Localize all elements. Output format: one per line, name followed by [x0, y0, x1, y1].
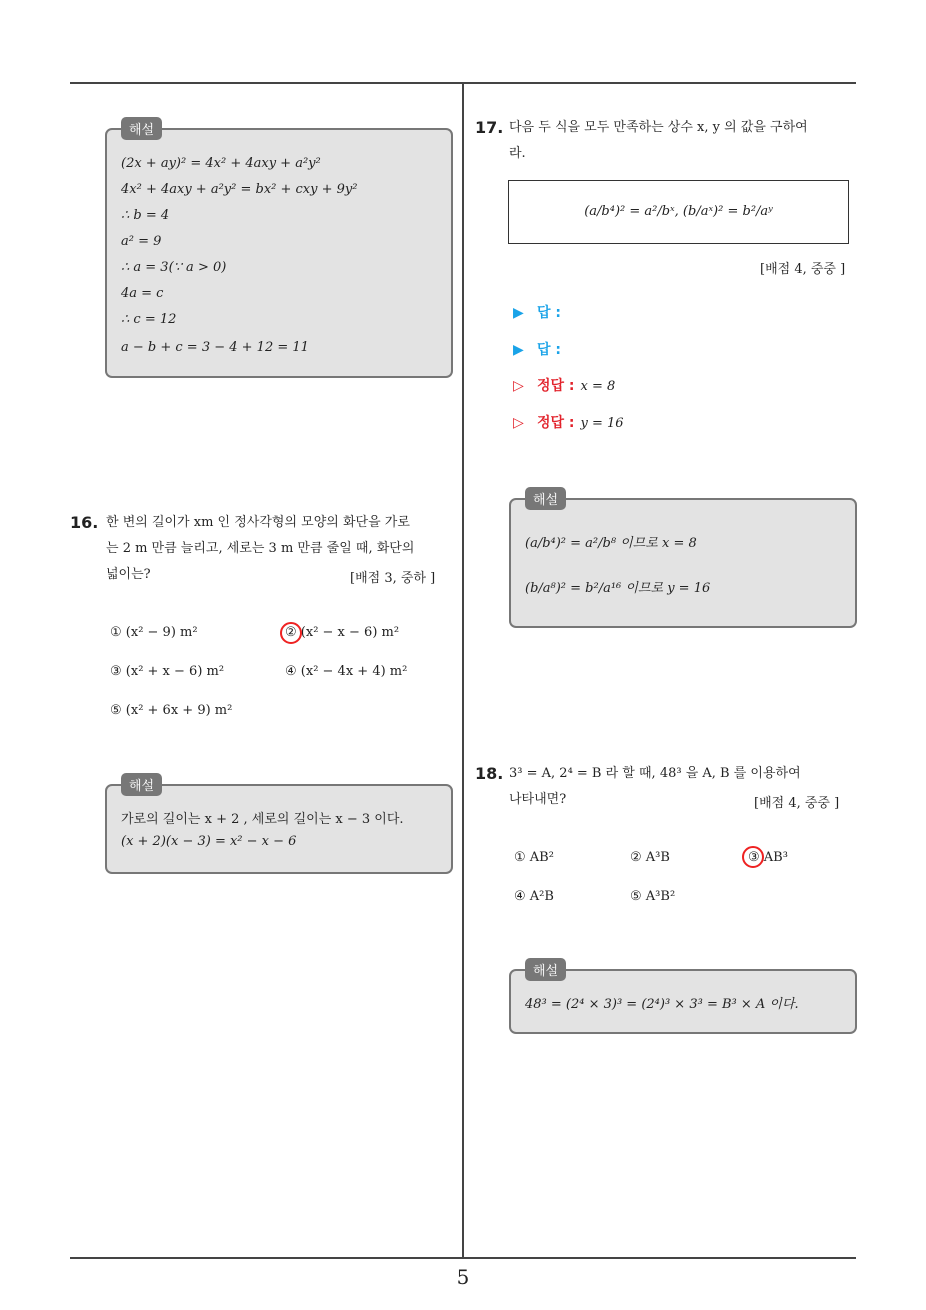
solution-line: 4x² + 4axy + a²y² = bx² + cxy + 9y²	[121, 182, 358, 197]
solution-box-15	[105, 123, 453, 378]
question-line: 는 2 m 만큼 늘리고, 세로는 3 m 만큼 줄일 때, 화단의	[106, 541, 415, 556]
solution-line: ∴ c = 12	[121, 312, 177, 327]
answer-label: 답 :	[537, 342, 561, 358]
correct-answer-row	[513, 375, 615, 395]
solution-box-17	[509, 493, 857, 628]
solution-box-16	[105, 779, 453, 874]
solution-line: a² = 9	[121, 234, 162, 249]
question-line: 넓이는?	[106, 567, 151, 582]
play-triangle-icon: ▶	[513, 342, 524, 358]
choice-2[interactable]: ② (x² − x − 6) m²	[285, 625, 400, 640]
question-text-17	[509, 115, 808, 167]
solution-tag: 해설	[121, 773, 162, 796]
points-18: [배점 4, 중중 ]	[754, 796, 840, 811]
question-line: 라.	[509, 146, 526, 161]
solution-line: ∴ b = 4	[121, 208, 170, 223]
choice-5[interactable]: ⑤ (x² + 6x + 9) m²	[110, 703, 233, 718]
choice-4[interactable]: ④ (x² − 4x + 4) m²	[285, 664, 408, 679]
choice-1[interactable]: ① (x² − 9) m²	[110, 625, 198, 640]
solution-tag: 해설	[525, 958, 566, 981]
points-17: [배점 4, 중중 ]	[760, 262, 846, 277]
bottom-rule	[70, 1257, 856, 1259]
outline-triangle-icon: ▷	[513, 378, 524, 394]
choice-3[interactable]: ③ (x² + x − 6) m²	[110, 664, 225, 679]
correct-answer-row	[513, 412, 624, 432]
answer-label: 정답 :	[537, 415, 575, 431]
choice-4[interactable]: ④ A²B	[514, 889, 554, 904]
solution-tag: 해설	[121, 117, 162, 140]
question-number-16: 16.	[70, 513, 99, 532]
question-line: 나타내면?	[509, 792, 567, 807]
solution-line: (x + 2)(x − 3) = x² − x − 6	[121, 834, 297, 849]
question-line: 다음 두 식을 모두 만족하는 상수 x, y 의 값을 구하여	[509, 120, 808, 135]
answer-row[interactable]	[513, 339, 567, 359]
answer-circle-mark	[742, 846, 764, 868]
solution-line: 4a = c	[121, 286, 164, 301]
answer-label: 답 :	[537, 305, 561, 321]
solution-line: a − b + c = 3 − 4 + 12 = 11	[121, 340, 309, 355]
answer-row[interactable]	[513, 302, 567, 322]
choice-3[interactable]: ③ AB³	[748, 850, 788, 865]
points-16: [배점 3, 중하 ]	[350, 571, 436, 586]
solution-line: (2x + ay)² = 4x² + 4axy + a²y²	[121, 156, 321, 171]
solution-line: 48³ = (2⁴ × 3)³ = (2⁴)³ × 3³ = B³ × A 이다.	[525, 997, 799, 1012]
play-triangle-icon: ▶	[513, 305, 524, 321]
column-divider	[462, 84, 464, 1258]
solution-box-18	[509, 964, 857, 1034]
question-line: 3³ = A, 2⁴ = B 라 할 때, 48³ 을 A, B 를 이용하여	[509, 766, 801, 781]
solution-line: ∴ a = 3(∵ a > 0)	[121, 260, 227, 275]
choice-5[interactable]: ⑤ A³B²	[630, 889, 676, 904]
formula-box: (a/b⁴)² = a²/bˣ, (b/aˣ)² = b²/aʸ	[508, 180, 849, 244]
answer-label: 정답 :	[537, 378, 575, 394]
solution-tag: 해설	[525, 487, 566, 510]
question-number-17: 17.	[475, 118, 504, 137]
question-line: 한 변의 길이가 xm 인 정사각형의 모양의 화단을 가로	[106, 515, 410, 530]
solution-line: (a/b⁴)² = a²/b⁸ 이므로 x = 8	[525, 536, 697, 551]
outline-triangle-icon: ▷	[513, 415, 524, 431]
answer-value: y = 16	[580, 416, 624, 431]
choice-2[interactable]: ② A³B	[630, 850, 670, 865]
solution-line: (b/a⁸)² = b²/a¹⁶ 이므로 y = 16	[525, 581, 711, 596]
question-number-18: 18.	[475, 764, 504, 783]
answer-circle-mark	[280, 622, 302, 644]
answer-value: x = 8	[580, 379, 616, 394]
choice-1[interactable]: ① AB²	[514, 850, 554, 865]
page-number: 5	[456, 1265, 470, 1289]
solution-line: 가로의 길이는 x + 2 , 세로의 길이는 x − 3 이다.	[121, 812, 404, 827]
